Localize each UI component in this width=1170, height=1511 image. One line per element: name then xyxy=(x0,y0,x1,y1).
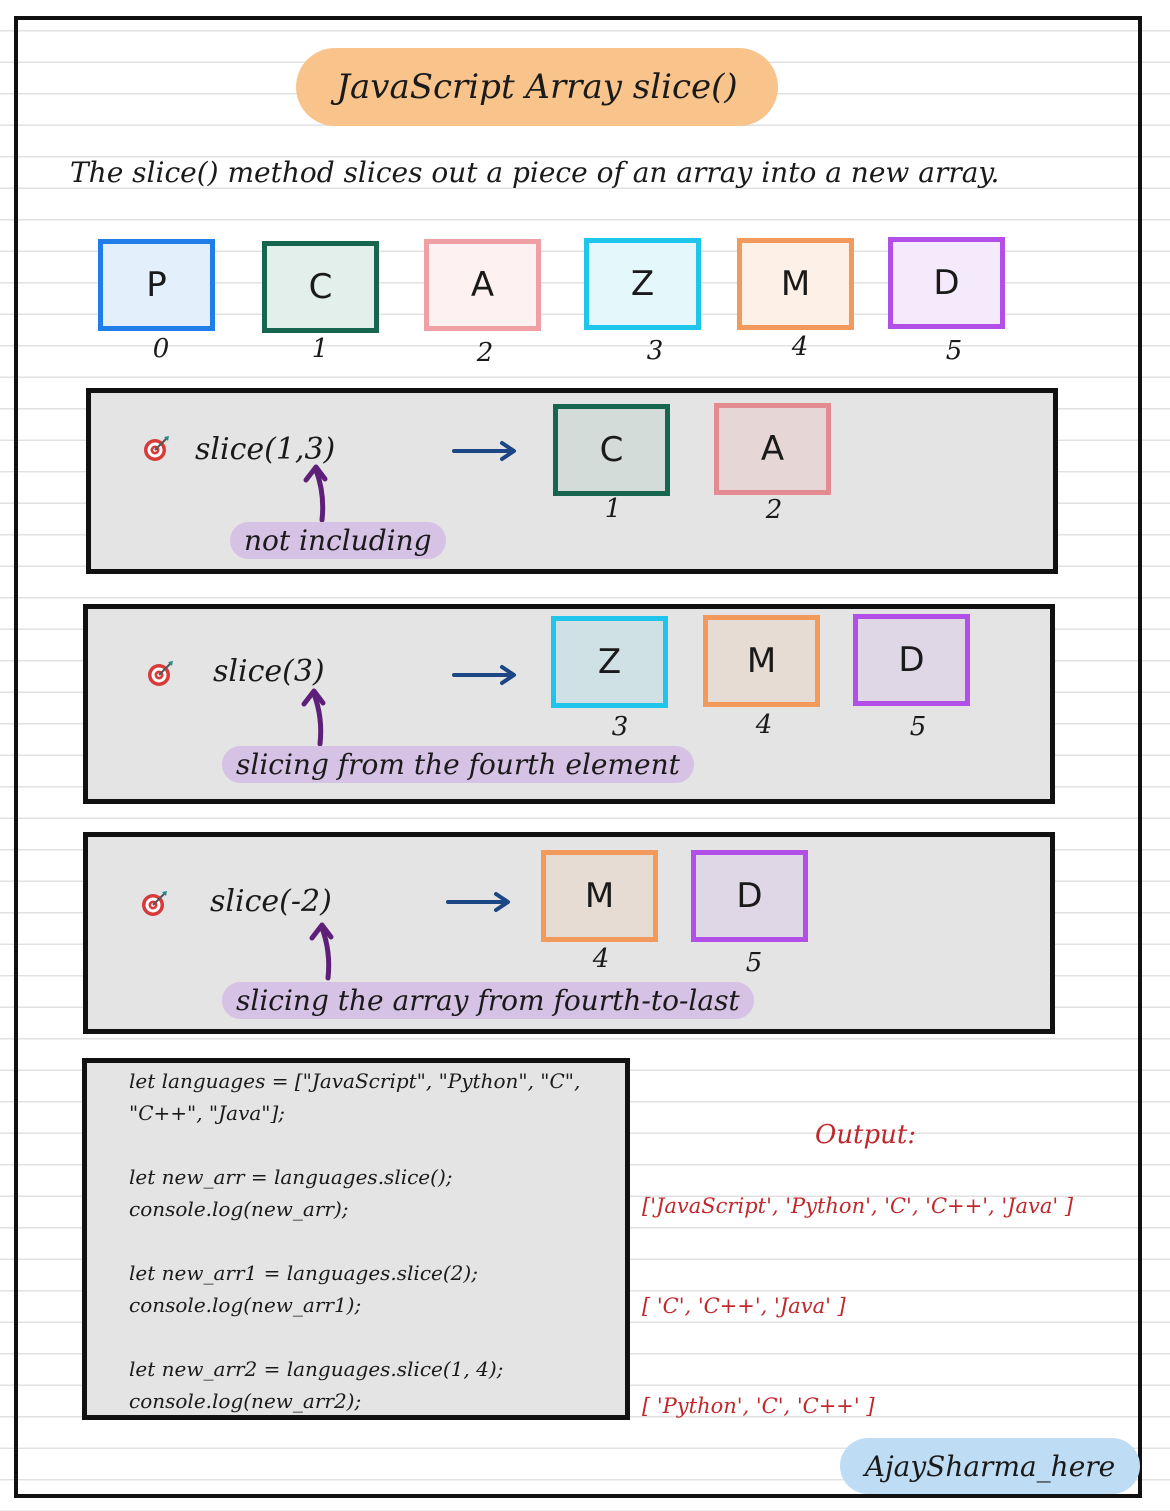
curved-arrow-icon xyxy=(298,686,334,748)
result-box-1-0: C xyxy=(553,404,670,496)
result-index-2-0: 3 xyxy=(611,712,629,742)
result-box-3-0: M xyxy=(541,850,658,942)
code-line: console.log(new_arr); xyxy=(129,1197,349,1221)
result-index-3-1: 5 xyxy=(745,948,763,978)
code-line: let languages = ["JavaScript", "Python", "C", xyxy=(129,1069,581,1093)
array-box-5: D xyxy=(888,237,1005,329)
result-box-3-1: D xyxy=(691,850,808,942)
array-index-4: 4 xyxy=(791,332,809,362)
slice-note-1: not including xyxy=(230,522,446,559)
curved-arrow-icon xyxy=(300,462,336,524)
array-box-3: Z xyxy=(584,238,701,330)
code-panel xyxy=(82,1058,630,1420)
result-box-1-1: A xyxy=(714,403,831,495)
code-line: let new_arr2 = languages.slice(1, 4); xyxy=(129,1357,504,1381)
slice-note-3: slicing the array from fourth-to-last xyxy=(222,982,754,1019)
curved-arrow-icon xyxy=(306,920,342,982)
page-title: JavaScript Array slice() xyxy=(296,48,778,126)
output-line-3: [ 'Python', 'C', 'C++' ] xyxy=(642,1394,875,1418)
output-line-2: [ 'C', 'C++', 'Java' ] xyxy=(642,1294,846,1318)
array-index-3: 3 xyxy=(646,336,664,366)
right-arrow-icon xyxy=(452,664,518,686)
intro-text: The slice() method slices out a piece of an array into a new array. xyxy=(70,156,1000,189)
slice-call-1: slice(1,3) xyxy=(195,432,336,467)
slice-call-3: slice(-2) xyxy=(210,884,332,919)
array-index-0: 0 xyxy=(152,334,170,364)
result-box-2-0: Z xyxy=(551,616,668,708)
array-box-0: P xyxy=(98,239,215,331)
result-index-1-0: 1 xyxy=(604,494,622,524)
result-box-2-1: M xyxy=(703,615,820,707)
array-box-4: M xyxy=(737,238,854,330)
dart-target-icon xyxy=(146,660,174,688)
result-index-2-2: 5 xyxy=(909,712,927,742)
dart-target-icon xyxy=(140,890,168,918)
code-line: let new_arr1 = languages.slice(2); xyxy=(129,1261,478,1285)
dart-target-icon xyxy=(142,435,170,463)
right-arrow-icon xyxy=(452,440,518,462)
array-index-1: 1 xyxy=(311,334,329,364)
result-index-1-1: 2 xyxy=(765,495,783,525)
code-line: "C++", "Java"]; xyxy=(129,1101,286,1125)
slice-call-2: slice(3) xyxy=(213,654,325,689)
array-index-5: 5 xyxy=(945,336,963,366)
slice-note-2: slicing from the fourth element xyxy=(222,746,694,783)
code-line: let new_arr = languages.slice(); xyxy=(129,1165,453,1189)
array-box-2: A xyxy=(424,239,541,331)
result-index-3-0: 4 xyxy=(592,944,610,974)
code-line: console.log(new_arr2); xyxy=(129,1389,362,1413)
result-box-2-2: D xyxy=(853,614,970,706)
right-arrow-icon xyxy=(446,891,512,913)
code-line: console.log(new_arr1); xyxy=(129,1293,362,1317)
array-index-2: 2 xyxy=(476,338,494,368)
output-line-1: ['JavaScript', 'Python', 'C', 'C++', 'Java' ] xyxy=(642,1194,1074,1218)
output-label: Output: xyxy=(815,1120,917,1150)
author-handle: AjaySharma_here xyxy=(840,1438,1140,1494)
array-box-1: C xyxy=(262,241,379,333)
result-index-2-1: 4 xyxy=(755,710,773,740)
